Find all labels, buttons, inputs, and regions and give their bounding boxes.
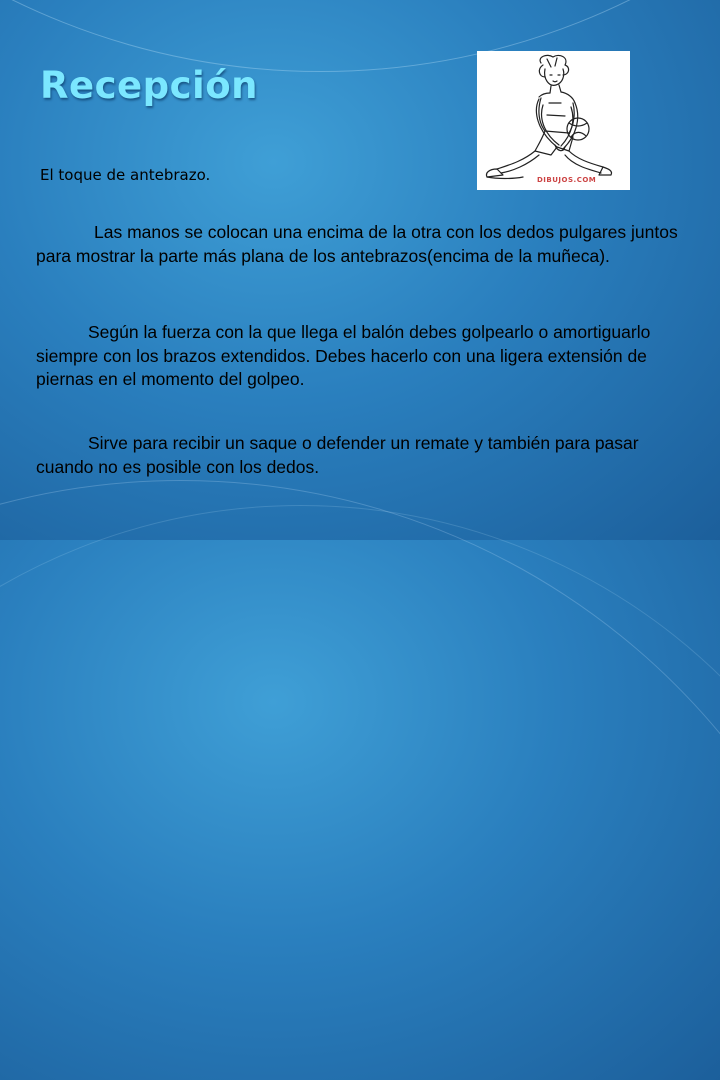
body-paragraph-2-text: Según la fuerza con la que llega el balón debes golpearlo o amortiguarlo siempre con los brazos extendidos. Debes hacerlo con una ligera extensión de piernas en el momento del golpeo.	[36, 322, 651, 389]
body-paragraph-1	[36, 221, 686, 268]
volleyball-player-illustration-icon	[477, 51, 630, 190]
body-paragraph-1-text: Las manos se colocan una encima de la otra con los dedos pulgares juntos para mostrar la parte más plana de los antebrazos(encima de la muñeca).	[36, 222, 678, 266]
slide-title: Recepción	[40, 64, 258, 107]
body-paragraph-3	[36, 432, 696, 479]
body-paragraph-2	[36, 321, 696, 392]
body-paragraph-3-text: Sirve para recibir un saque o defender un remate y también para pasar cuando no es posible con los dedos.	[36, 433, 639, 477]
image-watermark: DIBUJOS.COM	[537, 176, 597, 184]
decorative-arc-bottom-inner	[0, 505, 720, 1080]
slide-subtitle: El toque de antebrazo.	[40, 166, 211, 184]
